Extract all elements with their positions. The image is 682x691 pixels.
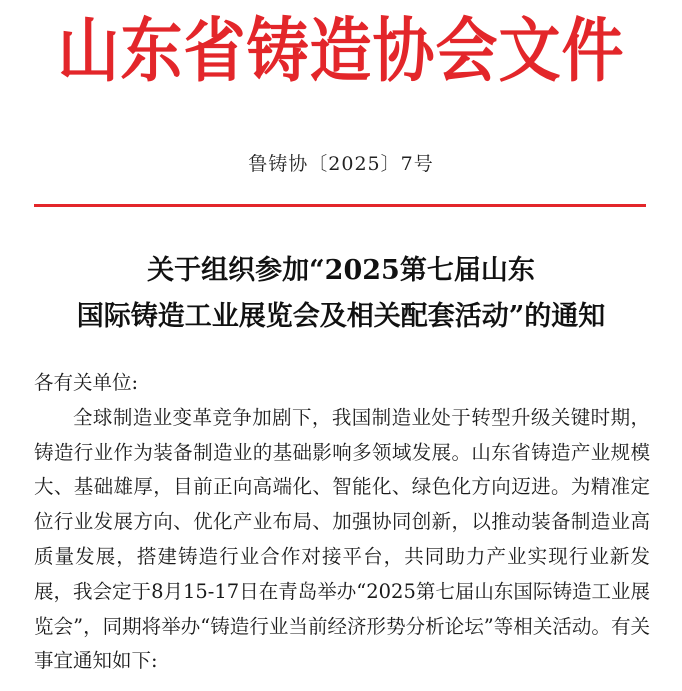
organization-header: 山东省铸造协会文件 — [57, 9, 625, 92]
header-divider — [34, 204, 646, 207]
title-line-2: 国际铸造工业展览会及相关配套活动”的通知 — [76, 301, 606, 332]
body-paragraph: 全球制造业变革竞争加剧下，我国制造业处于转型升级关键时期，铸造行业作为装备制造业的基础影响多领域发展。山东省铸造产业规模大、基础雄厚，目前正向高端化、智能化、绿色化方向迈进。为精准定位行业发展方向、优化产业布局、加强协同创新，以推动装备制造业高质量发展，搭建铸造行业合作对接平台，共同助力产业实现行业新发展，我会定于8月15-17日在青岛举办“2025第七届山东国际铸造工业展览会”，同期将举办“铸造行业当前经济形势分析论坛”等相关活动。有关事宜通知如下: — [34, 405, 650, 673]
document-body — [34, 366, 650, 679]
document-number: 鲁铸协〔2025〕7号 — [248, 153, 434, 175]
document-title — [0, 248, 682, 340]
title-line-1: 关于组织参加“2025第七届山东 — [147, 255, 535, 286]
salutation: 各有关单位: — [34, 371, 139, 394]
